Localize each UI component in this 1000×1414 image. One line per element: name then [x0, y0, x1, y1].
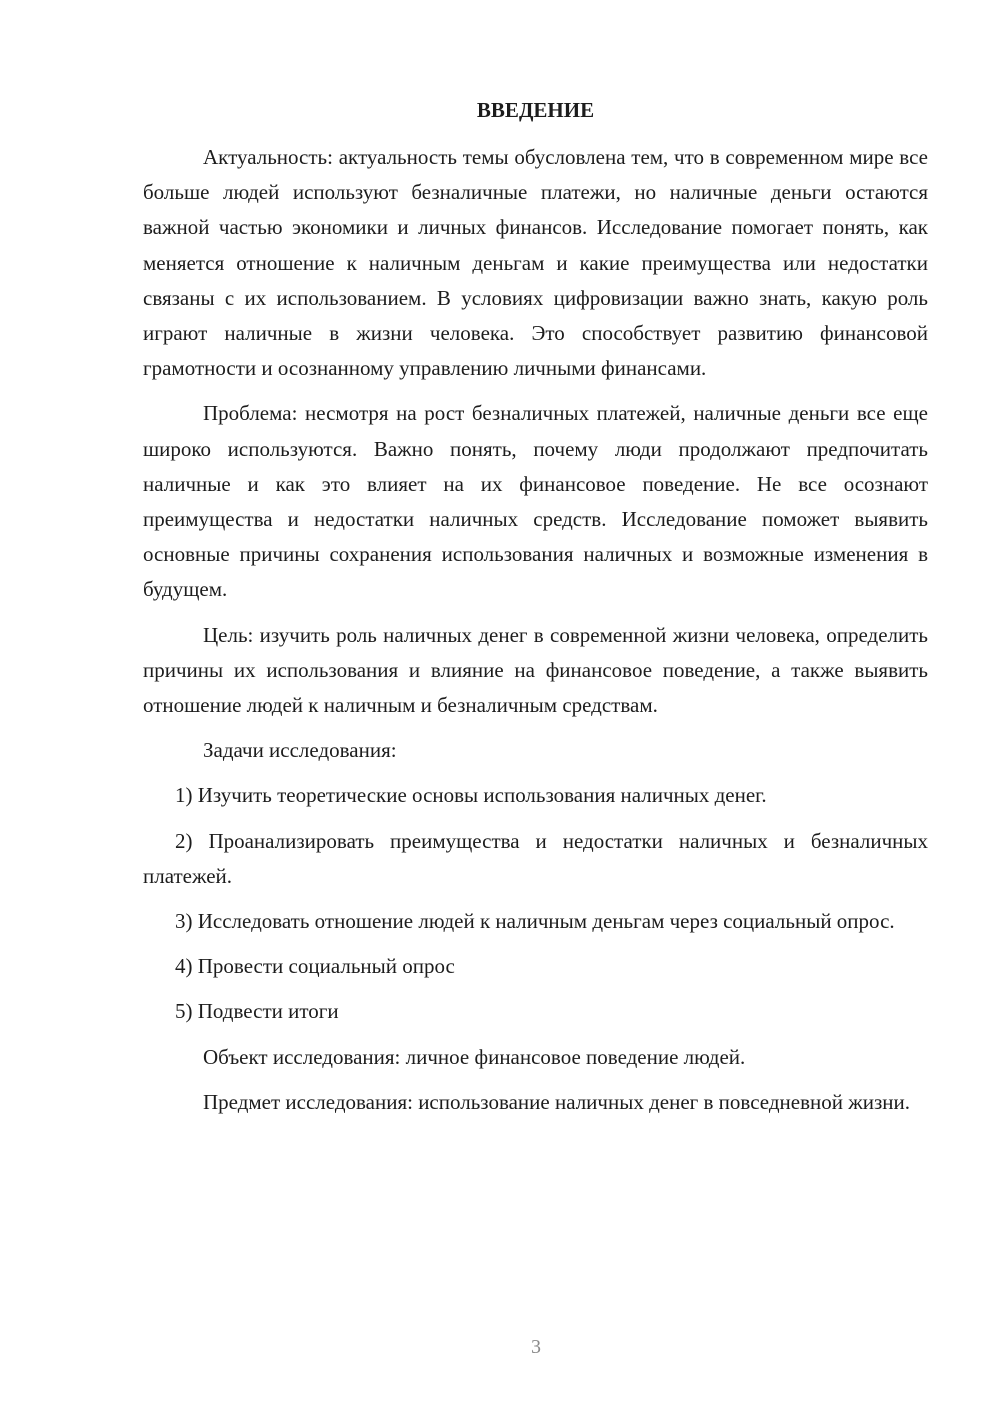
paragraph-tasks-heading: Задачи исследования: — [203, 738, 397, 763]
paragraph-subject: Предмет исследования: использование наличных денег в повседневной жизни. — [203, 1089, 910, 1114]
task-item-4: 4) Провести социальный опрос — [175, 954, 455, 979]
page-number: 3 — [531, 1336, 541, 1358]
task-item-2: 2) Проанализировать преимущества и недостатки наличных и безналичных платежей. — [143, 828, 928, 888]
task-item-1: 1) Изучить теоретические основы использования наличных денег. — [175, 783, 767, 808]
paragraph-problem: Проблема: несмотря на рост безналичных платежей, наличные деньги все еще широко используются. Важно понять, почему люди продолжают предпочитать наличные и как это влияет на их финансовое поведение. Не все осознают преимущества и недостатки наличных средств. Исследование поможет выявить основные причины сохранения использования наличных и возможные изменения в будущем. — [143, 401, 928, 602]
document-body — [143, 96, 928, 1130]
paragraph-object: Объект исследования: личное финансовое поведение людей. — [203, 1044, 746, 1069]
paragraph-relevance: Актуальность: актуальность темы обусловлена тем, что в современном мире все больше людей используют безналичные платежи, но наличные деньги остаются важной частью экономики и личных финансов. Исследование помогает понять, как меняется отношение к наличным деньгам и какие преимущества или недостатки связаны с их использованием. В условиях цифровизации важно знать, какую роль играют наличные в жизни человека. Это способствует развитию финансовой грамотности и осознанному управлению личными финансами. — [143, 145, 928, 381]
task-item-5: 5) Подвести итоги — [175, 999, 339, 1024]
task-item-3: 3) Исследовать отношение людей к наличным деньгам через социальный опрос. — [175, 909, 895, 934]
section-title: ВВЕДЕНИЕ — [476, 98, 595, 122]
paragraph-goal: Цель: изучить роль наличных денег в современной жизни человека, определить причины их использования и влияние на финансовое поведение, а также выявить отношение людей к наличным и безналичным средствам. — [143, 622, 928, 718]
